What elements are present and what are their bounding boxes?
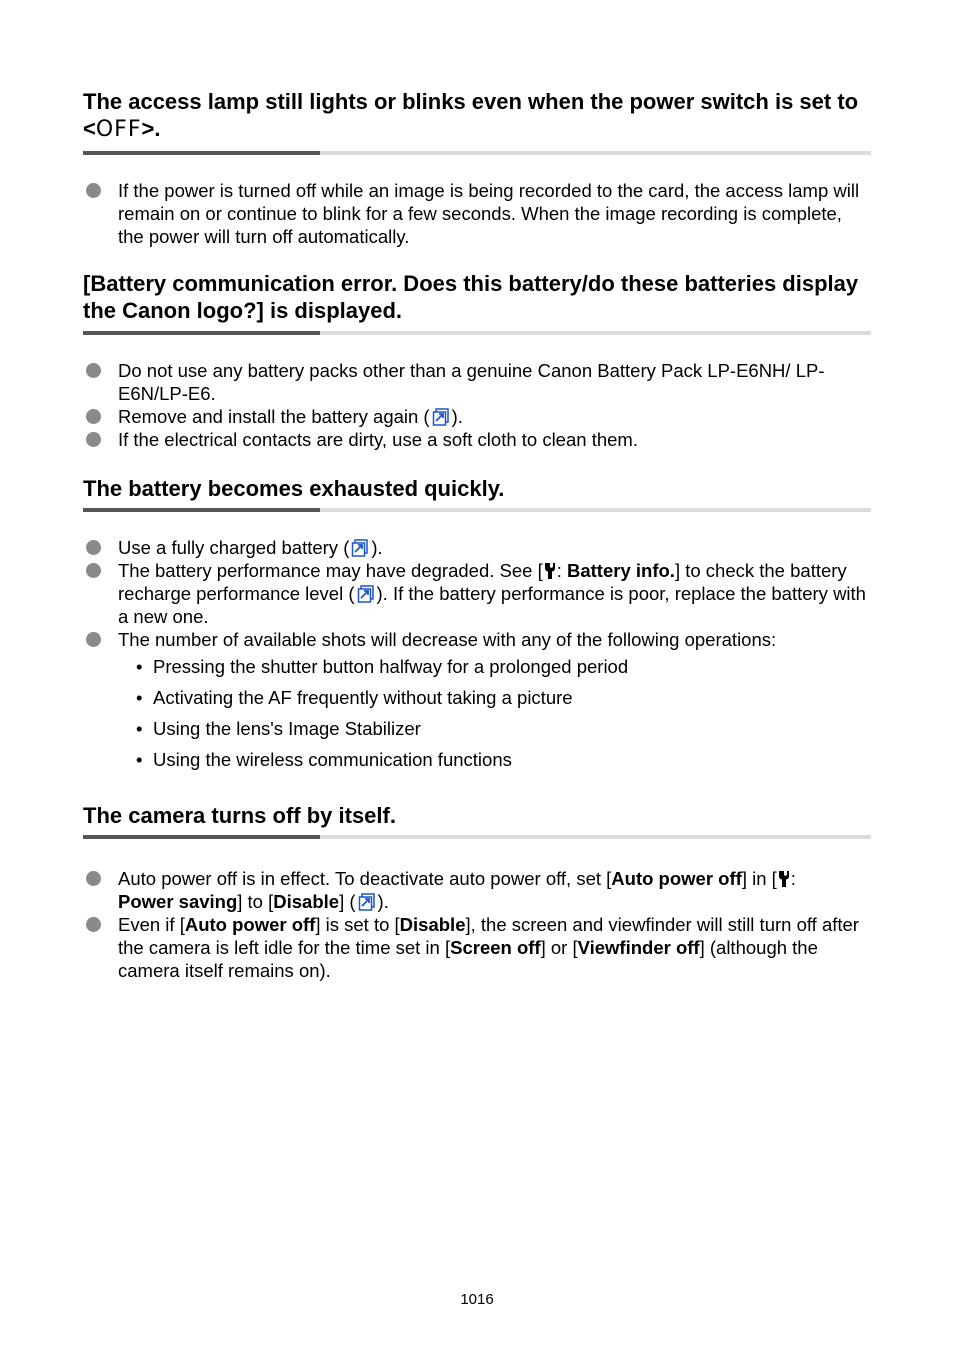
bullet-list [83,867,871,982]
page-reference-icon[interactable] [432,408,450,426]
section-rule [83,151,871,155]
sub-list [118,655,871,771]
bullet-dot [86,432,101,447]
bullet-dot [86,632,101,647]
bullet-list [83,179,871,248]
sub-list-item: • Using the lens's Image Stabilizer [136,718,421,739]
section-title: The battery becomes exhausted quickly. [83,476,505,501]
list-item: The number of available shots will decrease with any of the following operations: • Pressing the shutter button halfway for a prolonged period • Activating the AF frequently without taking a picture • Using the lens's Image Stabilizer • Using the wireless communication functions [83,628,871,771]
list-item: If the electrical contacts are dirty, use a soft cloth to clean them. [83,428,871,451]
bullet-dot [86,871,101,886]
list-item: Auto power off is in effect. To deactivate auto power off, set [Auto power off] in [ : Power saving] to [Disable] ( ). [83,867,871,913]
power-off-symbol: OFF [95,117,142,142]
sub-list-item: • Using the wireless communication functions [136,749,512,770]
bullet-dot [86,409,101,424]
section-access-lamp [83,88,871,248]
list-item: If the power is turned off while an image is being recorded to the card, the access lamp will remain on or continue to blink for a few seconds. When the image recording is complete, the power will turn off automatically. [83,179,871,248]
section-battery-communication-error [83,270,871,451]
bullet-list [83,536,871,771]
wrench-icon [777,870,791,888]
section-battery-exhausted [83,475,871,779]
section-title: [Battery communication error. Does this battery/do these batteries display the Canon logo?] is displayed. [83,271,859,323]
bullet-dot [86,563,101,578]
bullet-list [83,359,871,451]
section-title: The camera turns off by itself. [83,803,396,828]
list-item: Even if [Auto power off] is set to [Disable], the screen and viewfinder will still turn off after the camera is left idle for the time set in [Screen off] or [Viewfinder off] (although the camera itself remains on). [83,913,871,982]
sub-list-item: • Pressing the shutter button halfway for a prolonged period [136,656,629,677]
page-number: 1016 [460,1291,494,1308]
list-item: Do not use any battery packs other than a genuine Canon Battery Pack LP-E6NH/ LP-E6N/LP-E6. [83,359,871,405]
bullet-dot [86,183,101,198]
bullet-dot [86,540,101,555]
list-item: Use a fully charged battery ( ). [83,536,871,559]
bullet-dot [86,363,101,378]
section-title: The access lamp still lights or blinks even when the power switch is set to <OFF>. [83,89,859,142]
page-reference-icon[interactable] [357,585,375,603]
section-rule [83,835,871,839]
wrench-icon [543,562,557,580]
section-rule [83,331,871,335]
bullet-dot [86,917,101,932]
section-rule [83,508,871,512]
sub-list-item: • Activating the AF frequently without taking a picture [136,687,573,708]
page-reference-icon[interactable] [358,893,376,911]
page-reference-icon[interactable] [351,539,369,557]
section-camera-turns-off [83,802,871,982]
list-item: Remove and install the battery again ( ). [83,405,871,428]
list-item: The battery performance may have degraded. See [ : Battery info.] to check the battery recharge performance level ( ). If the battery performance is poor, replace the battery with a new one. [83,559,871,628]
